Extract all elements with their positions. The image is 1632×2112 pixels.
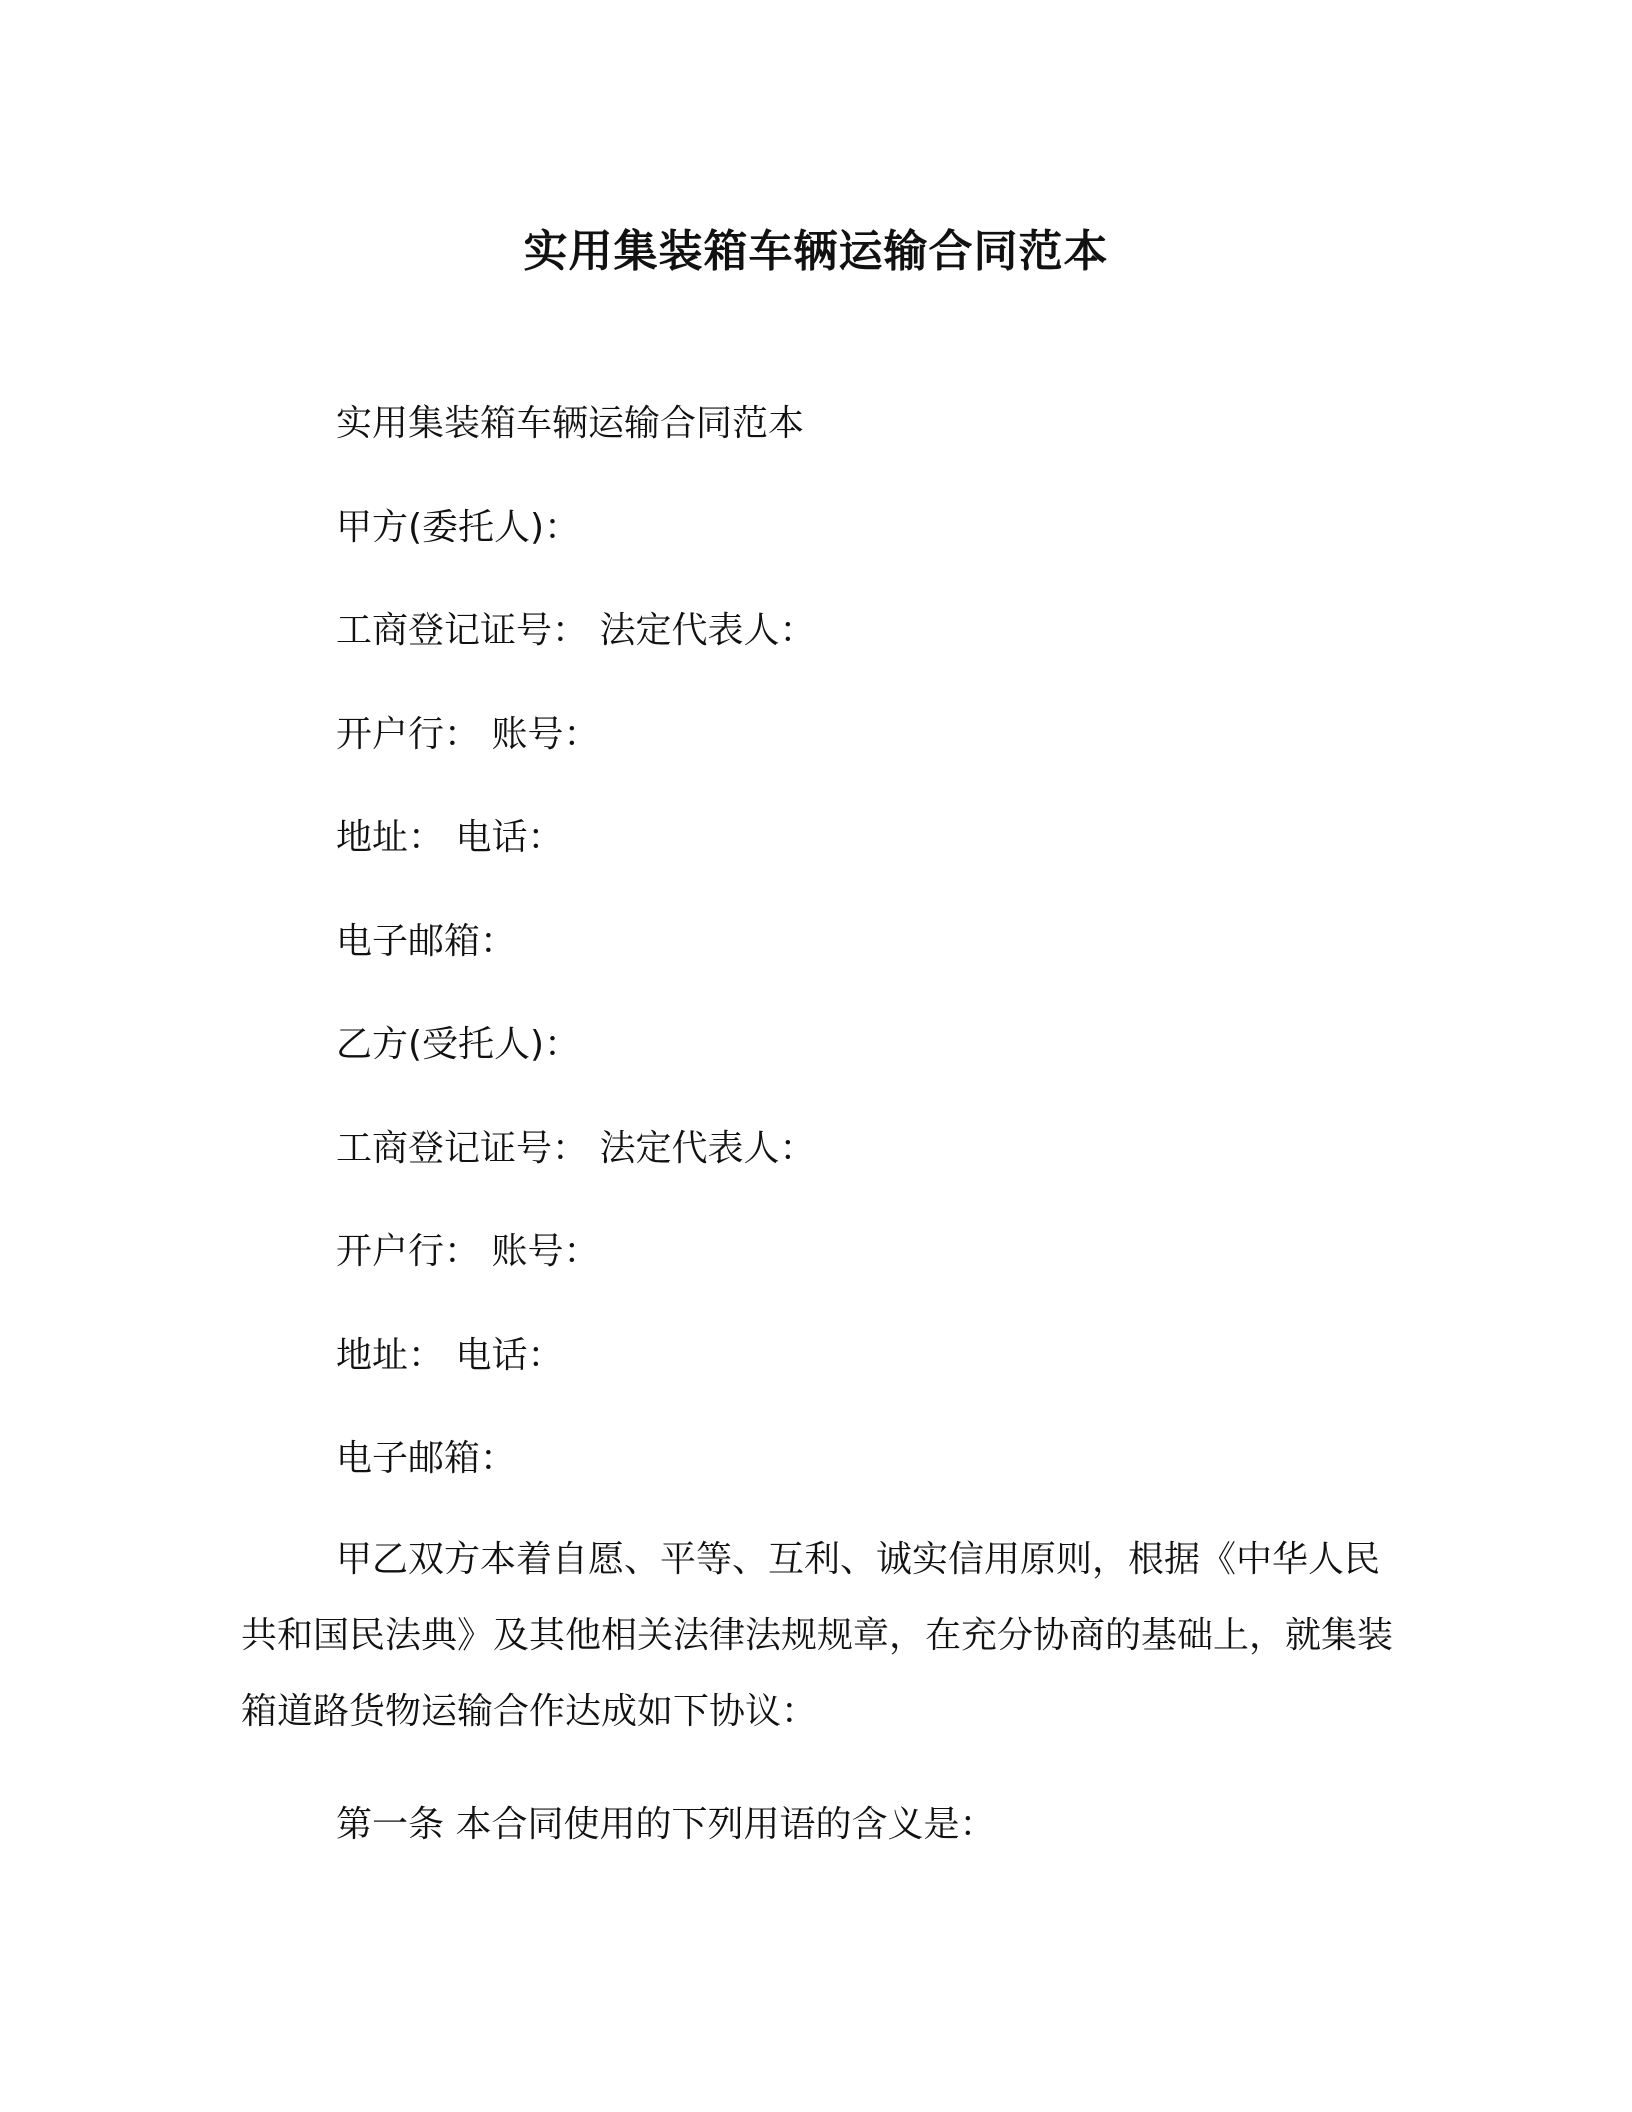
party-a-label: 甲方(委托人)：: [336, 507, 581, 548]
party-b-email-line: 电子邮箱：: [336, 1438, 517, 1479]
document-subtitle: 实用集装箱车辆运输合同范本: [336, 403, 805, 444]
party-b-label: 乙方(受托人)：: [336, 1024, 581, 1065]
article-1-heading: 第一条 本合同使用的下列用语的含义是：: [336, 1804, 996, 1845]
party-a-email-line: 电子邮箱：: [336, 921, 517, 962]
party-a-address-line: 地址： 电话：: [336, 817, 564, 858]
document-title: 实用集装箱车辆运输合同范本: [523, 226, 1109, 277]
party-b-registration-line: 工商登记证号： 法定代表人：: [336, 1128, 816, 1169]
party-a-bank-line: 开户行： 账号：: [336, 714, 600, 755]
preamble-paragraph: 甲乙双方本着自愿、平等、互利、诚实信用原则，根据《中华人民共和国民法典》及其他相关法律法规规章，在充分协商的基础上，就集装箱道路货物运输合作达成如下协议：: [241, 1539, 1394, 1732]
party-b-bank-line: 开户行： 账号：: [336, 1231, 600, 1272]
party-a-registration-line: 工商登记证号： 法定代表人：: [336, 610, 816, 651]
party-b-address-line: 地址： 电话：: [336, 1335, 564, 1376]
